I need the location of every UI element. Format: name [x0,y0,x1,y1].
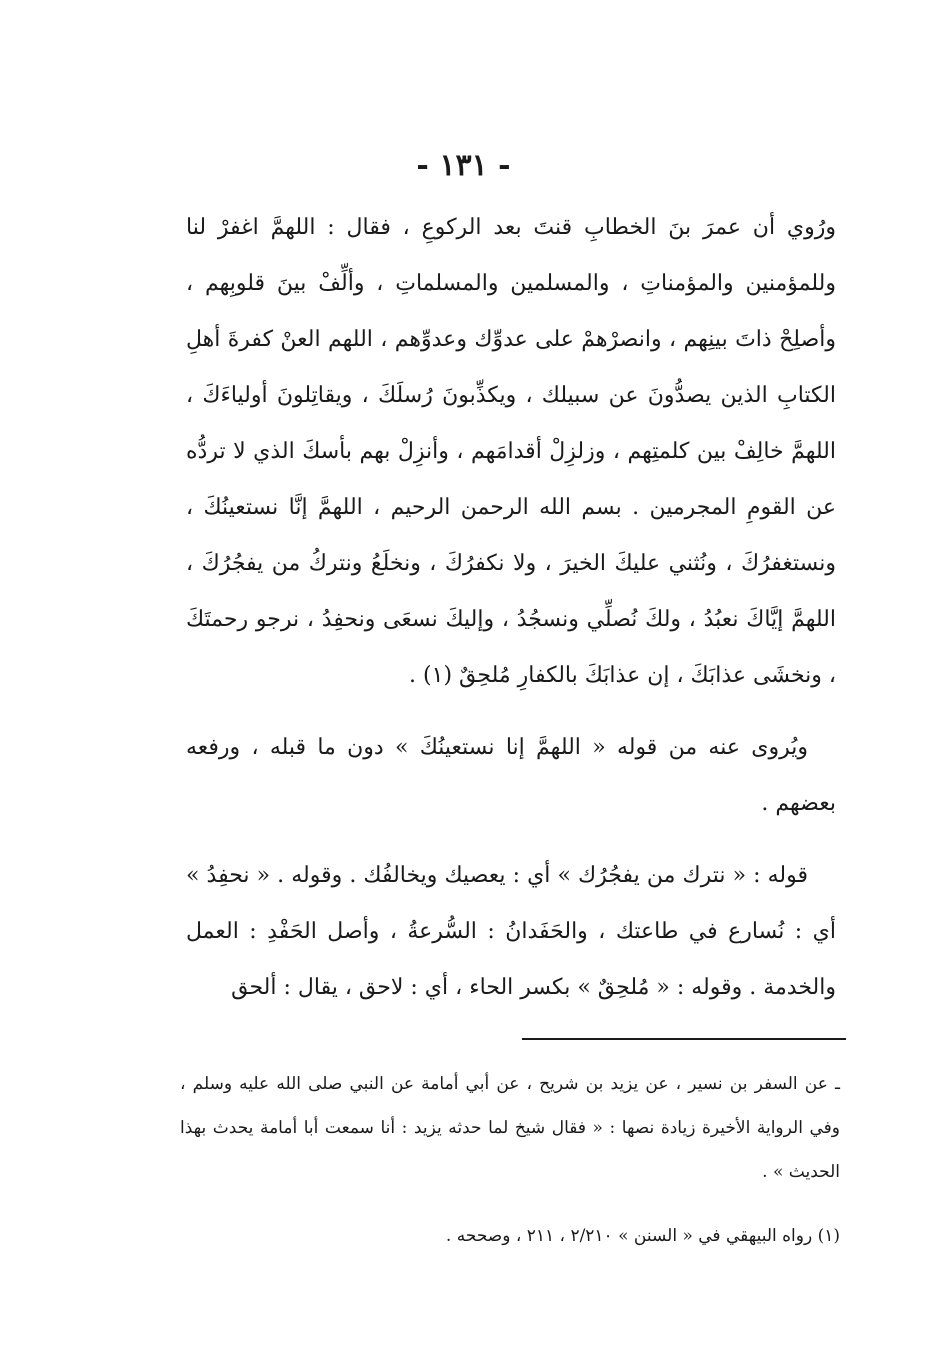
paragraph-narration: ويُروى عنه من قوله « اللهمَّ إنا نستعينُكَ » دون ما قبله ، ورفعه بعضهم . [186,735,836,816]
footnote-divider [522,1038,846,1040]
paragraph-qunut: ورُوي أن عمرَ بنَ الخطابِ قنتَ بعد الركوعِ ، فقال : اللهمَّ اغفرْ لنا وللمؤمنين والمؤمناتِ ، والمسلمين والمسلماتِ ، وألِّفْ بينَ قلوبِهم ، وأصلِحْ ذاتَ بينِهم ، وانصرْهمْ على عدوِّك وعدوِّهم ، اللهم العنْ كفرةَ أهلِ الكتابِ الذين يصدُّونَ عن سبيلك ، ويكذِّبونَ رُسلَكَ ، ويقاتِلونَ أولياءَكَ ، اللهمَّ خالِفْ بين كلمتِهم ، وزلزِلْ أقدامَهم ، وأنزِلْ بهم بأسكَ الذي لا تردُّه عن القومِ المجرمين . بسم الله الرحمن الرحيم ، اللهمَّ إنَّا نستعينُكَ ، ونستغفرُكَ ، ونُثني عليكَ الخيرَ ، ولا نكفرُكَ ، ونخلَعُ ونتركُ من يفجُرُكَ ، اللهمَّ إيَّاكَ نعبُدُ ، ولكَ نُصلِّي ونسجُدُ ، وإليكَ نسعَى ونحفِدُ ، نرجو رحمتَكَ ، ونخشَى عذابَكَ ، إن عذابَكَ بالكفارِ مُلحِقٌ (١) . [186,215,836,688]
main-text [186,200,836,1016]
footnote-continuation: ـ عن السفر بن نسير ، عن يزيد بن شريح ، عن أبي أمامة عن النبي صلى الله عليه وسلم ، وفي الرواية الأخيرة زيادة نصها : « فقال شيخ لما حدثه يزيد : أنا سمعت أبا أمامة يحدث بهذا الحديث » . [180,1074,840,1182]
footnote-1: (١) رواه البيهقي في « السنن » ٢/٢١٠ ، ٢١١ ، وصححه . [445,1226,840,1246]
footnotes [180,1062,840,1258]
page-number: - ١٣١ - [416,148,511,183]
paragraph-explanation: قوله : « نترك من يفجُرُك » أي : يعصيك ويخالفُك . وقوله . « نحفِدُ » أي : نُسارع في طاعتك ، والحَفَدانُ : السُّرعةُ ، وأصل الحَفْدِ : العمل والخدمة . وقوله : « مُلحِقٌ » بكسر الحاء ، أي : لاحق ، يقال : ألحق [186,863,836,1000]
